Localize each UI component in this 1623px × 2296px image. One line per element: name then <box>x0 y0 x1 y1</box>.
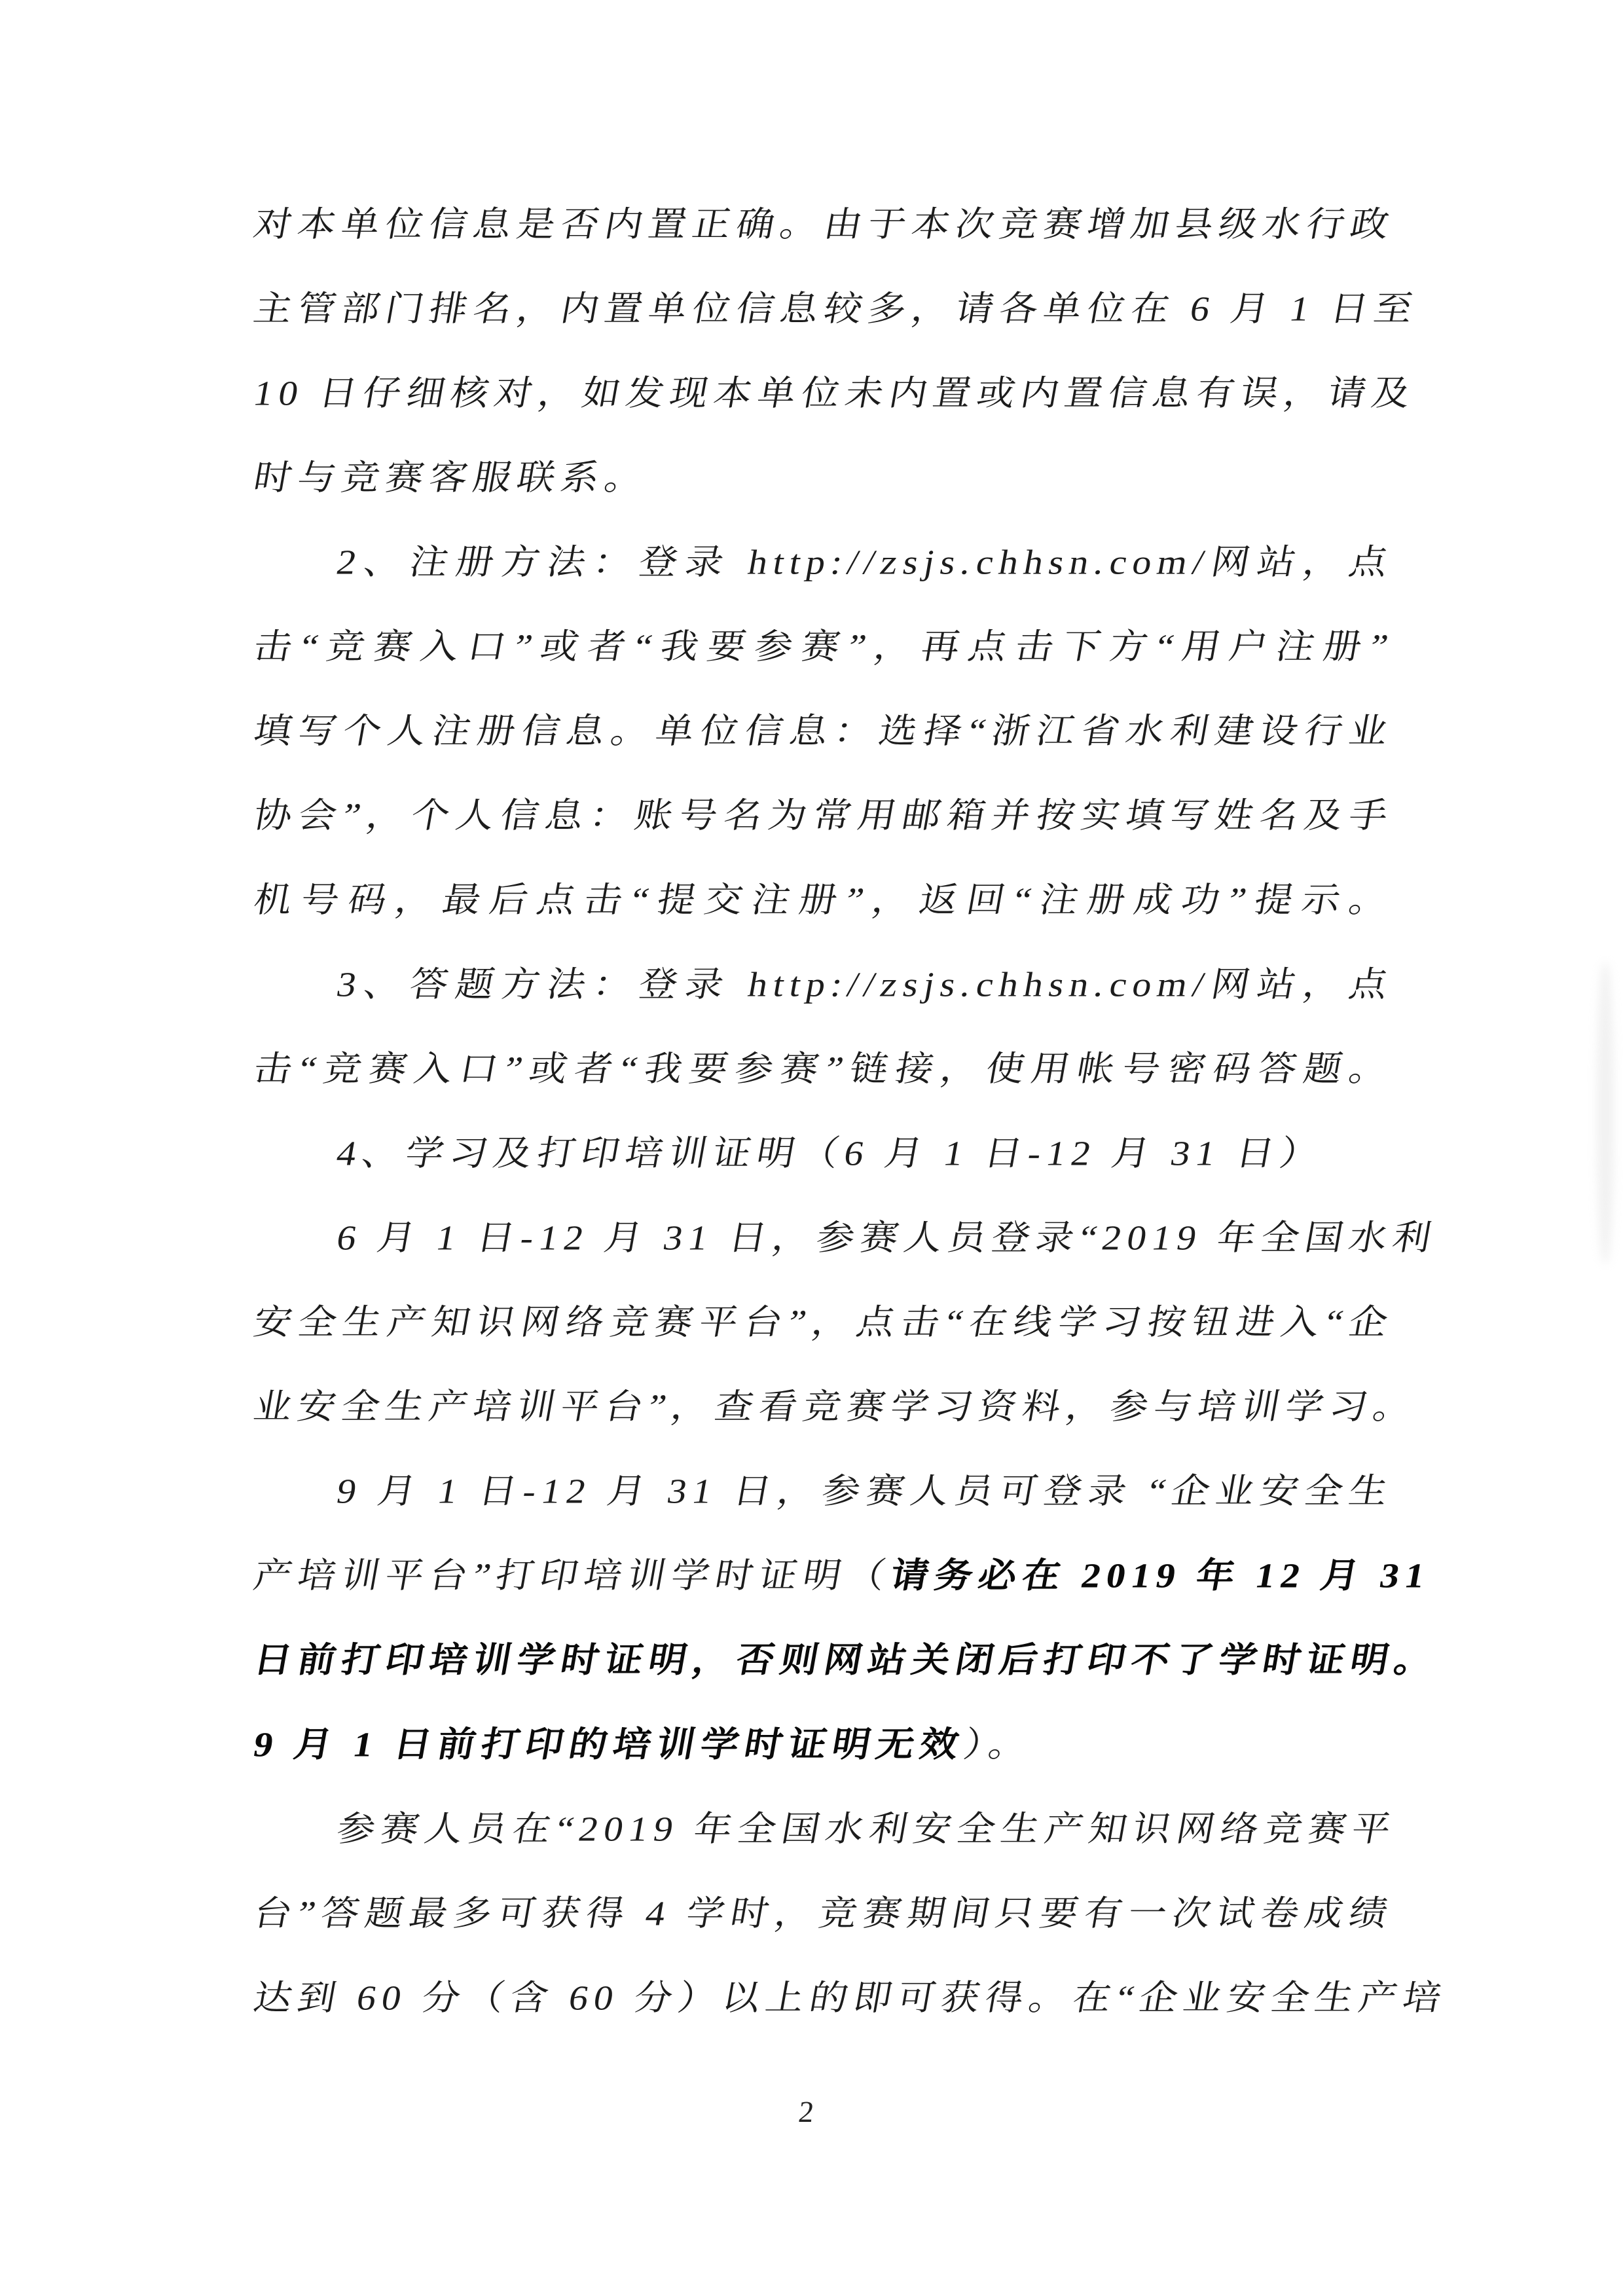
scan-smudge-artifact <box>1597 962 1614 1264</box>
text-line <box>247 1537 1434 1614</box>
text-line <box>247 185 1400 263</box>
text-line <box>247 692 1400 770</box>
text-segment: ）。 <box>960 1724 1036 1764</box>
text-segment: 4、学习及打印培训证明（6 月 1 日-12 月 31 日） <box>333 1133 1328 1173</box>
text-line <box>247 1621 1442 1699</box>
text-segment: 击“竞赛入口”或者“我要参赛”链接，使用帐号密码答题。 <box>250 1049 1397 1089</box>
text-line <box>247 1114 1400 1192</box>
text-segment: 填写个人注册信息。单位信息：选择“浙江省水利建设行业 <box>250 711 1397 751</box>
text-line <box>247 1790 1400 1868</box>
text-segment: 协会”，个人信息：账号名为常用邮箱并按实填写姓名及手 <box>250 795 1397 835</box>
text-line <box>247 439 1400 517</box>
text-segment: 对本单位信息是否内置正确。由于本次竞赛增加县级水行政 <box>250 204 1398 244</box>
text-line <box>247 1452 1400 1530</box>
text-segment: 主管部门排名，内置单位信息较多，请各单位在 6 月 1 日至 <box>250 289 1422 329</box>
text-segment: 日前打印培训学时证明，否则网站关闭后打印不了学时证明。 <box>250 1640 1442 1680</box>
text-line <box>247 270 1422 348</box>
text-segment: 产培训平台”打印培训学时证明（ <box>250 1556 895 1595</box>
text-segment: 9 月 1 日-12 月 31 日，参赛人员可登录 “企业安全生 <box>333 1471 1397 1511</box>
text-line <box>247 1874 1400 1952</box>
text-segment: 3、答题方法：登录 http://zsjs.chhsn.com/网站，点 <box>333 964 1397 1004</box>
text-segment: 请务必在 2019 年 12 月 31 <box>887 1556 1434 1595</box>
page-number: 2 <box>797 2095 816 2128</box>
text-segment: 6 月 1 日-12 月 31 日，参赛人员登录“2019 年全国水利 <box>333 1218 1440 1258</box>
text-segment: 时与竞赛客服联系。 <box>250 458 653 498</box>
text-segment: 2、注册方法：登录 http://zsjs.chhsn.com/网站，点 <box>333 542 1397 582</box>
text-line <box>247 1199 1440 1277</box>
text-line <box>247 608 1400 685</box>
text-segment: 机号码，最后点击“提交注册”，返回“注册成功”提示。 <box>250 880 1397 920</box>
text-line <box>247 354 1419 432</box>
text-line <box>247 523 1400 601</box>
text-line <box>247 1030 1400 1108</box>
text-line <box>247 1368 1421 1446</box>
text-segment: 业安全生产培训平台”，查看竞赛学习资料，参与培训学习。 <box>250 1387 1421 1427</box>
text-segment: 9 月 1 日前打印的培训学时证明无效 <box>250 1724 968 1764</box>
text-segment: 10 日仔细核对，如发现本单位未内置或内置信息有误，请及 <box>250 373 1419 413</box>
text-line <box>247 776 1400 854</box>
text-segment: 击“竞赛入口”或者“我要参赛”，再点击下方“用户注册” <box>250 627 1397 666</box>
document-text-block <box>250 182 1451 2040</box>
text-segment: 安全生产知识网络竞赛平台”，点击“在线学习按钮进入“企 <box>250 1302 1397 1342</box>
text-line <box>247 861 1400 939</box>
text-segment: 台”答题最多可获得 4 学时，竞赛期间只要有一次试卷成绩 <box>250 1893 1397 1933</box>
text-line <box>247 1959 1451 2037</box>
text-segment: 参赛人员在“2019 年全国水利安全生产知识网络竞赛平 <box>333 1809 1400 1849</box>
text-line <box>247 1705 1400 1783</box>
text-segment: 达到 60 分（含 60 分）以上的即可获得。在“企业安全生产培 <box>250 1978 1451 2018</box>
text-line <box>247 945 1400 1023</box>
text-line <box>247 1283 1400 1361</box>
